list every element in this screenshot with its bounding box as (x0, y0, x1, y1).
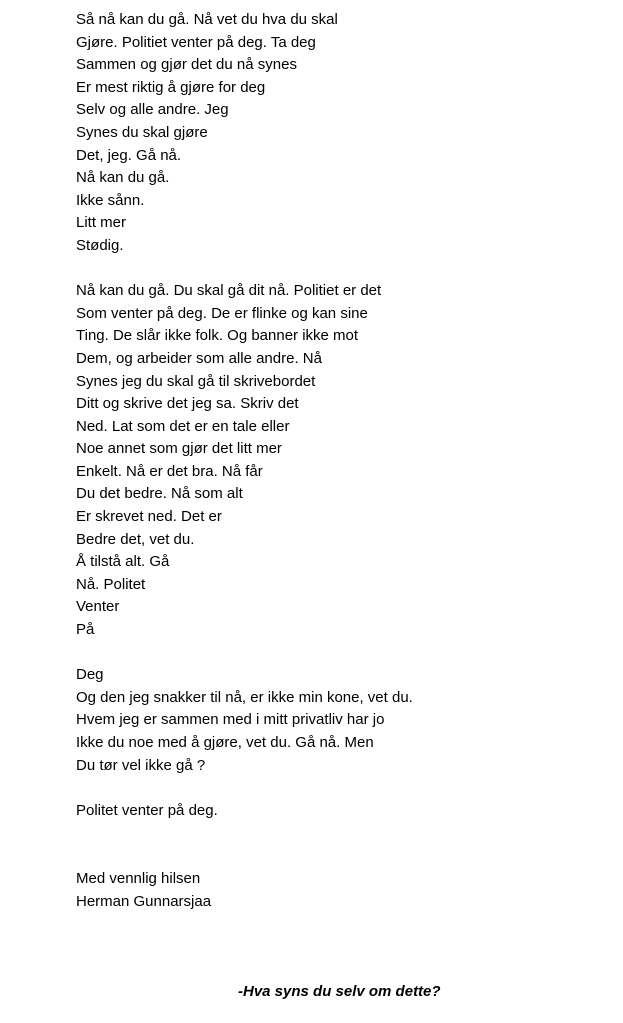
stanza-2-line: Nå. Politet (76, 575, 146, 593)
stanza-1-line: Nå kan du gå. (76, 169, 170, 187)
stanza-2-line: På (76, 621, 95, 639)
stanza-2-line: Som venter på deg. De er flinke og kan sine (76, 304, 368, 322)
stanza-1 (76, 9, 596, 258)
stanza-2-line: Du det bedre. Nå som alt (76, 485, 243, 503)
stanza-3-line: Deg (76, 666, 104, 684)
stanza-2-line: Ting. De slår ikke folk. Og banner ikke mot (76, 327, 359, 345)
stanza-2-line: Ditt og skrive det jeg sa. Skriv det (76, 395, 299, 413)
stanza-3 (76, 664, 596, 777)
stanza-4-line: Politet venter på deg. (76, 801, 218, 819)
stanza-1-line: Stødig. (76, 236, 124, 254)
stanza-1-line: Er mest riktig å gjøre for deg (76, 78, 266, 96)
stanza-2-line: Synes jeg du skal gå til skrivebordet (76, 372, 316, 390)
stanza-2-line: Er skrevet ned. Det er (76, 508, 222, 526)
stanza-1-line: Gjøre. Politiet venter på deg. Ta deg (76, 33, 316, 51)
stanza-gap (76, 642, 596, 665)
stanza-1-line: Sammen og gjør det du nå synes (76, 56, 297, 74)
stanza-1-line: Ikke sånn. (76, 191, 145, 209)
closing-question: -Hva syns du selv om dette? (238, 983, 441, 1000)
signature-closing: Med vennlig hilsen (76, 870, 201, 887)
stanza-3-line: Ikke du noe med å gjøre, vet du. Gå nå. Men (76, 734, 374, 751)
stanza-2-line: Noe annet som gjør det litt mer (76, 440, 282, 458)
stanza-1-line: Så nå kan du gå. Nå vet du hva du skal (76, 11, 338, 28)
stanza-2-line: Enkelt. Nå er det bra. Nå får (76, 462, 263, 480)
stanza-2 (76, 280, 596, 642)
signature-name: Herman Gunnarsjaa (76, 892, 212, 910)
stanza-gap (76, 777, 596, 800)
stanza-2-line: Venter (76, 598, 120, 616)
stanza-3-line: Du tør vel ikke gå ? (76, 756, 206, 774)
stanza-2-line: Nå kan du gå. Du skal gå dit nå. Politiet er det (76, 282, 382, 300)
stanza-1-line: Selv og alle andre. Jeg (76, 101, 229, 119)
signature-block (76, 868, 211, 913)
stanza-1-line: Det, jeg. Gå nå. (76, 146, 182, 164)
stanza-1-line: Litt mer (76, 214, 127, 232)
stanza-2-line: Ned. Lat som det er en tale eller (76, 417, 290, 435)
stanza-3-line: Hvem jeg er sammen med i mitt privatliv har jo (76, 711, 385, 729)
letter-body (76, 9, 596, 822)
stanza-gap (76, 258, 596, 281)
stanza-4 (76, 800, 596, 823)
stanza-3-line: Og den jeg snakker til nå, er ikke min kone, vet du. (76, 688, 413, 706)
stanza-2-line: Bedre det, vet du. (76, 530, 195, 548)
stanza-1-line: Synes du skal gjøre (76, 123, 208, 141)
stanza-2-line: Dem, og arbeider som alle andre. Nå (76, 349, 322, 367)
stanza-2-line: Å tilstå alt. Gå (76, 553, 170, 571)
